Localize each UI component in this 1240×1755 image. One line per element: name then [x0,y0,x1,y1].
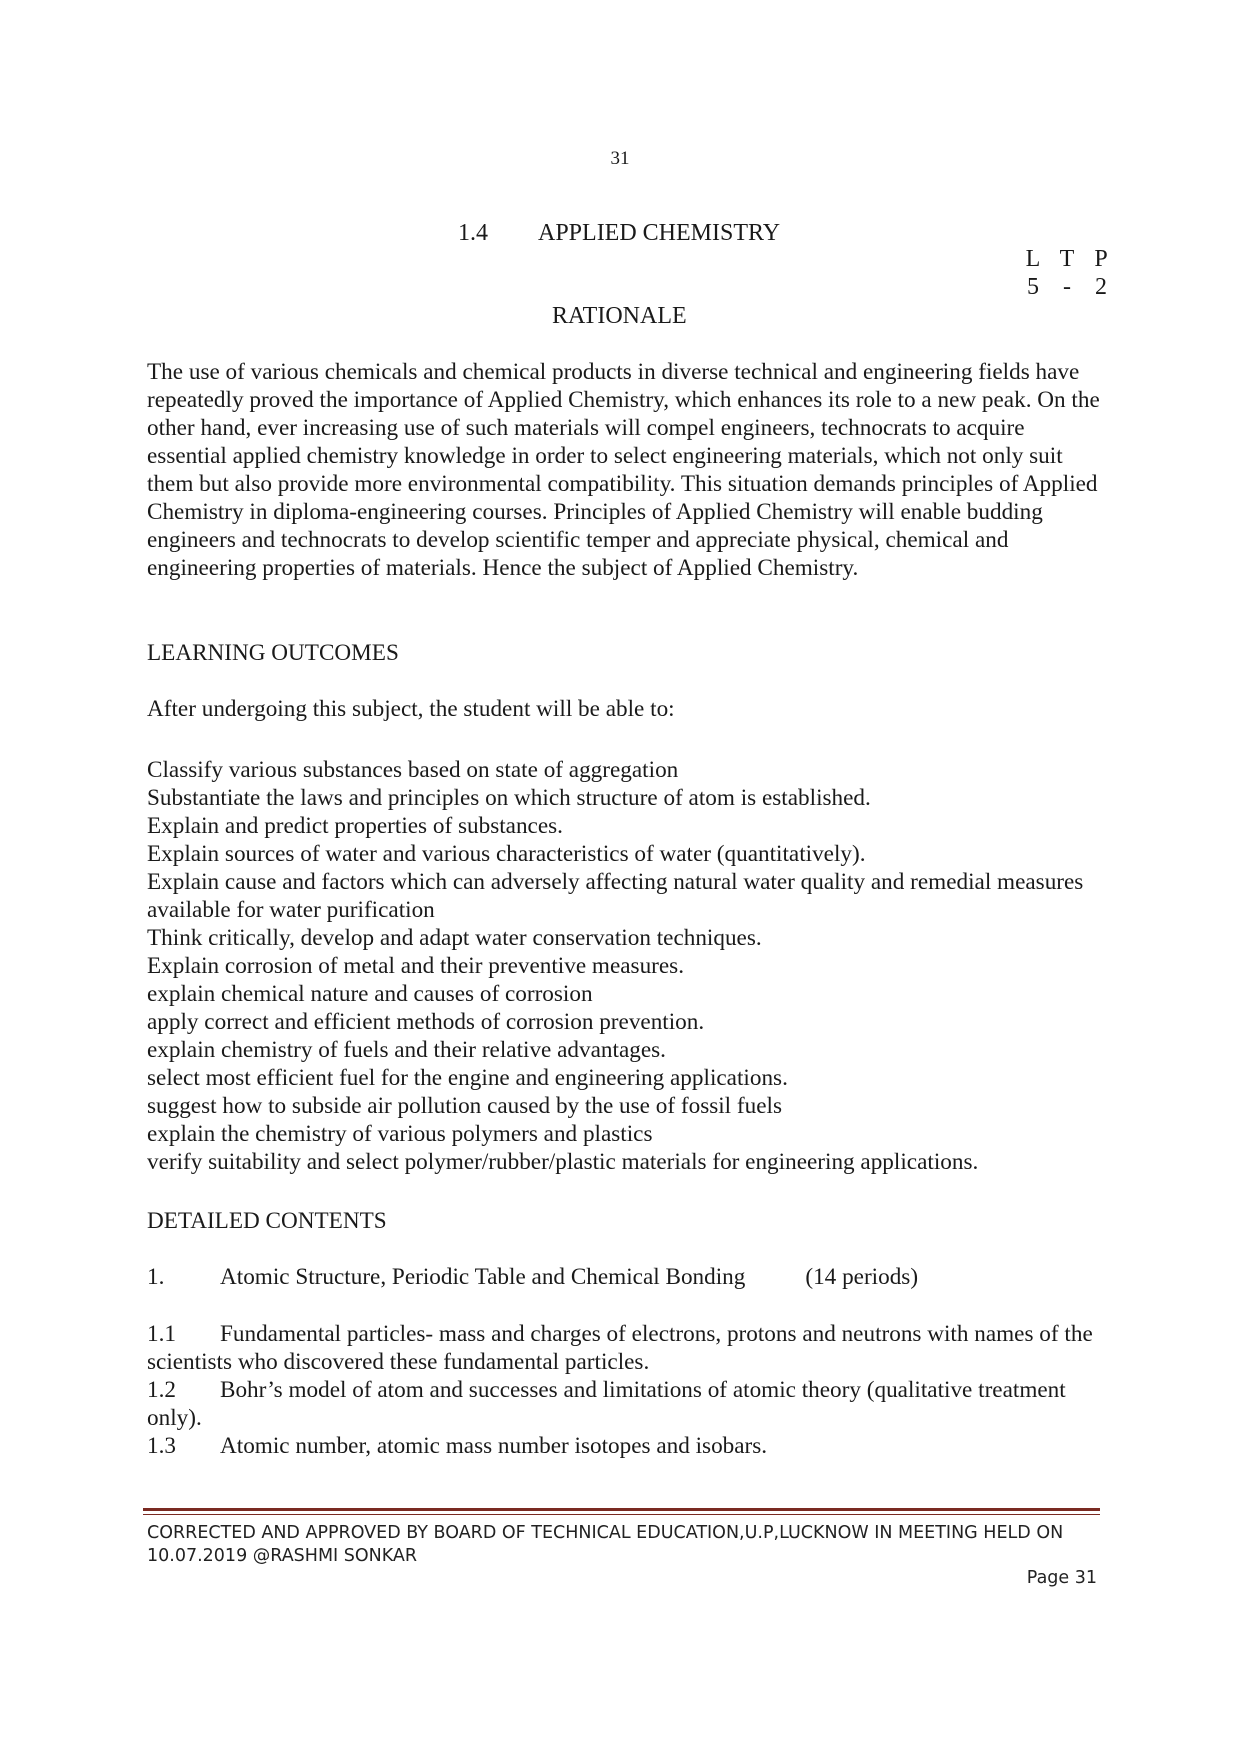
outcome-item: suggest how to subside air pollution caused by the use of fossil fuels [147,1093,782,1119]
footer-page-number: Page 31 [1026,1568,1097,1588]
rationale-text: The use of various chemicals and chemical products in diverse technical and engineering fields have repeatedly proved the importance of Applied Chemistry, which enhances its role to a new peak. On the other hand, ever increasing use of such materials will compel engineers, technocrats to acquire essential applied chemistry knowledge in order to select engineering materials, which not only suit them but also provide more environmental compatibility. This situation demands principles of Applied Chemistry in diploma-engineering courses. Principles of Applied Chemistry will enable budding engineers and technocrats to develop scientific temper and appreciate physical, chemical and engineering properties of materials. Hence the subject of Applied Chemistry. [147,359,1100,581]
outcomes-intro: After undergoing this subject, the student will be able to: [147,696,675,722]
ltp-value-t: - [1063,274,1071,300]
detailed-contents-heading: DETAILED CONTENTS [147,1208,387,1234]
learning-outcomes-heading: LEARNING OUTCOMES [147,640,399,666]
ltp-header-l: L [1025,246,1041,272]
subject-title [458,220,780,247]
outcome-item: Explain cause and factors which can adversely affecting natural water quality and remedial measures available for water purification [147,869,1084,923]
outcome-item: verify suitability and select polymer/rubber/plastic materials for engineering applications. [147,1149,979,1175]
ltp-header-p: P [1094,246,1108,272]
footer-note [147,1522,1107,1568]
unit-heading [147,1264,918,1291]
footer-rule-thin [143,1514,1100,1515]
unit-periods: (14 periods) [805,1264,919,1290]
subject-name: APPLIED CHEMISTRY [538,220,781,246]
subtopic-item [147,1432,1107,1460]
rationale-heading: RATIONALE [552,303,687,329]
ltp-value-l: 5 [1027,274,1039,300]
page-number-top: 31 [610,148,630,169]
footer-line-2: 10.07.2019 @RASHMI SONKAR [147,1546,418,1566]
outcome-item: Explain sources of water and various characteristics of water (quantitatively). [147,841,866,867]
rationale-paragraph [147,358,1107,582]
outcome-item: Think critically, develop and adapt water conservation techniques. [147,925,762,951]
outcome-item: explain the chemistry of various polymers and plastics [147,1121,653,1147]
subject-number: 1.4 [458,220,488,246]
outcome-item: Classify various substances based on state of aggregation [147,757,679,783]
footer-rule-thick [143,1508,1100,1511]
outcome-item: Explain and predict properties of substances. [147,813,563,839]
subtopic-item [147,1376,1107,1432]
unit-number: 1. [147,1264,165,1290]
outcomes-list [147,756,1107,1176]
subtopic-text: Fundamental particles- mass and charges of electrons, protons and neutrons with names of the scientists who discovered these fundamental particles. [147,1321,1093,1375]
outcome-item: Substantiate the laws and principles on which structure of atom is established. [147,785,871,811]
subtopic-number: 1.3 [147,1433,176,1459]
outcome-item: explain chemistry of fuels and their relative advantages. [147,1037,666,1063]
ltp-values [1016,274,1118,301]
ltp-header-t: T [1059,246,1075,272]
subtopics-list [147,1320,1107,1460]
outcome-item: explain chemical nature and causes of corrosion [147,981,593,1007]
outcome-item: Explain corrosion of metal and their preventive measures. [147,953,684,979]
subtopic-text: Bohr’s model of atom and successes and limitations of atomic theory (qualitative treatment only). [147,1377,1066,1431]
subtopic-number: 1.2 [147,1377,176,1403]
outcome-item: select most efficient fuel for the engine and engineering applications. [147,1065,788,1091]
outcome-item: apply correct and efficient methods of corrosion prevention. [147,1009,705,1035]
ltp-value-p: 2 [1095,274,1107,300]
unit-title: Atomic Structure, Periodic Table and Chemical Bonding [220,1264,746,1290]
subtopic-number: 1.1 [147,1321,176,1347]
ltp-headers [1016,246,1118,273]
subtopic-item [147,1320,1107,1376]
subtopic-text: Atomic number, atomic mass number isotopes and isobars. [220,1433,768,1459]
footer-line-1: CORRECTED AND APPROVED BY BOARD OF TECHNICAL EDUCATION,U.P,LUCKNOW IN MEETING HELD ON [147,1523,1064,1543]
